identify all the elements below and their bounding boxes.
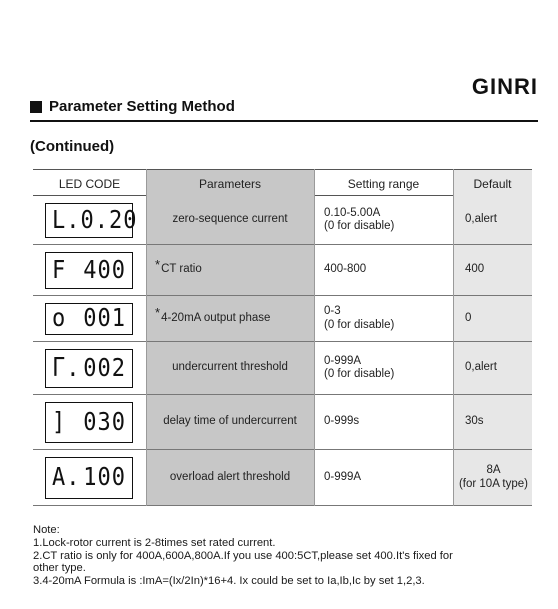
setting-range-note: (0 for disable) xyxy=(324,220,395,232)
led-value: 100 xyxy=(83,463,126,493)
default-cell xyxy=(453,395,532,449)
notes-title: Note: xyxy=(33,524,60,536)
square-bullet-icon xyxy=(30,101,42,113)
setting-range-cell xyxy=(314,342,453,394)
asterisk-icon: * xyxy=(155,256,161,272)
parameter-label: overload alert threshold xyxy=(169,470,291,483)
default-value: 400 xyxy=(465,263,485,276)
column-divider xyxy=(314,169,315,506)
header-parameters: Parameters xyxy=(146,170,314,197)
table-header xyxy=(33,169,532,196)
led-value: 400 xyxy=(83,255,126,285)
parameter-table xyxy=(33,169,532,506)
led-prefix: o xyxy=(52,304,67,334)
default-value: 30s xyxy=(465,415,484,428)
parameter-cell xyxy=(146,450,314,505)
setting-range-value: 400-800 xyxy=(324,263,367,276)
setting-range-cell xyxy=(314,450,453,505)
led-value: 0.20 xyxy=(80,205,138,235)
led-display-icon xyxy=(45,303,133,335)
led-prefix: A. xyxy=(52,463,81,493)
setting-range-value: 0-3 xyxy=(324,305,341,318)
led-value: 001 xyxy=(83,304,126,334)
led-prefix: ] xyxy=(52,407,67,437)
default-cell xyxy=(453,342,532,394)
setting-range-cell xyxy=(314,296,453,341)
parameter-cell xyxy=(146,395,314,449)
led-code-cell xyxy=(33,296,146,341)
parameter-label: 4-20mA output phase xyxy=(161,311,271,324)
header-setting-range: Setting range xyxy=(347,176,420,191)
led-display-icon xyxy=(45,457,133,499)
setting-range-cell xyxy=(314,245,453,295)
notes xyxy=(33,524,533,588)
table-row xyxy=(33,196,532,245)
default-note: (for 10A type) xyxy=(458,477,529,490)
default-value: 0,alert xyxy=(465,213,497,226)
led-display-icon xyxy=(45,252,133,289)
setting-range-value: 0-999A xyxy=(324,470,362,483)
parameter-cell xyxy=(146,245,314,295)
parameter-label: zero-sequence current xyxy=(172,213,288,226)
setting-range-value: 0-999s xyxy=(324,415,360,428)
header-led-code: LED CODE xyxy=(58,176,121,191)
led-display-icon xyxy=(45,402,133,443)
led-display-icon xyxy=(45,349,133,388)
brand-logo: GINRI xyxy=(471,74,538,99)
led-code-cell xyxy=(33,342,146,394)
section-heading xyxy=(30,98,235,115)
default-value: 0 xyxy=(465,311,472,324)
header-default: Default xyxy=(453,170,532,197)
parameter-label: CT ratio xyxy=(161,263,202,276)
led-display-icon xyxy=(45,203,138,238)
note-line: 2.CT ratio is only for 400A,600A,800A.If you use 400:5CT,please set 400.It's fixed for xyxy=(33,549,453,562)
parameter-cell xyxy=(146,196,314,244)
default-cell xyxy=(453,450,532,505)
table-row xyxy=(33,342,532,395)
default-value: 8A xyxy=(486,464,501,477)
led-value: 002 xyxy=(83,353,126,383)
led-prefix: F xyxy=(52,255,67,285)
led-value: 030 xyxy=(83,407,126,437)
table-row xyxy=(33,395,532,450)
table-row xyxy=(33,296,532,342)
parameter-label: delay time of undercurrent xyxy=(163,415,297,428)
setting-range-value: 0.10-5.00A xyxy=(324,206,381,219)
heading-rule xyxy=(30,120,538,122)
led-prefix: L. xyxy=(52,205,81,235)
note-line: 1.Lock-rotor current is 2-8times set rated current. xyxy=(33,536,276,549)
asterisk-icon: * xyxy=(155,305,161,321)
default-cell xyxy=(453,245,532,295)
column-divider xyxy=(146,169,147,506)
setting-range-cell xyxy=(314,395,453,449)
note-line: 3.4-20mA Formula is :ImA=(Ix/2In)*16+4. Ix could be set to Ia,Ib,Ic by set 1,2,3. xyxy=(33,575,425,588)
setting-range-note: (0 for disable) xyxy=(324,318,395,331)
parameter-label: undercurrent threshold xyxy=(172,361,288,374)
setting-range-cell xyxy=(314,196,453,244)
setting-range-note: (0 for disable) xyxy=(324,368,395,380)
parameter-cell xyxy=(146,342,314,394)
led-code-cell xyxy=(33,450,146,505)
column-divider xyxy=(453,169,454,506)
led-code-cell xyxy=(33,395,146,449)
default-cell xyxy=(453,296,532,341)
table-row xyxy=(33,450,532,506)
table-row xyxy=(33,245,532,296)
section-heading-text: Parameter Setting Method xyxy=(49,98,235,115)
default-value: 0,alert xyxy=(465,361,497,374)
subheading: (Continued) xyxy=(30,138,115,155)
default-cell xyxy=(453,196,532,244)
note-line: other type. xyxy=(33,562,86,575)
led-code-cell xyxy=(33,245,146,295)
parameter-cell xyxy=(146,296,314,341)
setting-range-value: 0-999A xyxy=(324,354,362,367)
led-prefix: Γ. xyxy=(52,353,81,383)
led-code-cell xyxy=(33,196,146,244)
